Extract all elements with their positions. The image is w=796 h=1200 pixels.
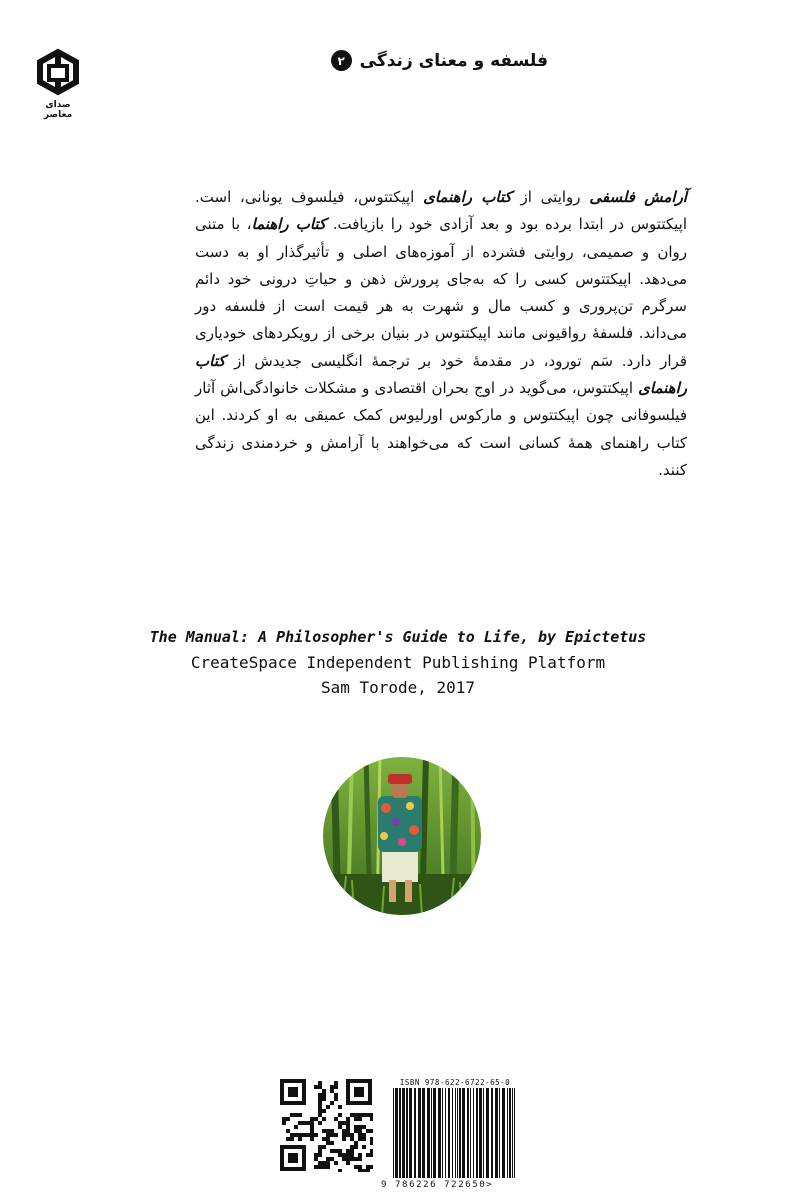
man-in-bamboo-forest-illustration: [322, 756, 482, 916]
publisher-name-line2: معاصر: [43, 110, 73, 120]
original-author-year: Sam Torode, 2017: [320, 678, 476, 697]
barcode-bars: [391, 1088, 519, 1180]
blurb-book-title: کتاب راهنمای: [423, 188, 512, 206]
publisher-logo-icon: [34, 44, 82, 96]
original-title: The Manual: A Philosopher's Guide to Life, by Epictetus: [149, 628, 647, 646]
blurb-text: اپیکتتوس، فیلسوف یونانی، است. اپیکتتوس در ابتدا برده بود و بعد آزادی خود را بازیافت.: [195, 188, 688, 234]
qr-code: [279, 1078, 373, 1172]
blurb-book-title: کتاب راهنمای: [195, 351, 687, 398]
series-heading: [331, 50, 548, 71]
barcode-number: 9 786226 722650: [381, 1180, 487, 1190]
blurb-paragraph: [195, 184, 687, 484]
isbn-barcode: [381, 1078, 519, 1190]
series-number-badge: ۲: [331, 50, 352, 71]
original-publisher: CreateSpace Independent Publishing Platform: [190, 653, 606, 672]
isbn-text: ISBN 978-622-6722-65-0: [399, 1078, 511, 1087]
series-title: فلسفه و معنای زندگی: [359, 50, 548, 71]
blurb-text: ، با متنی روان و صمیمی، روایتی فشرده از آموزه‌های اصلی و تأثیرگذار او به دست می‌دهد. اپیکتتوس کسی را که به‌جای پرورش ذهن و حیاتِ درونی خود دائم سرگرم تن‌پروری و کسب مال و شهرت به هر قیمت است از فلسفه دور می‌داند. فلسفهٔ رواقیونی مانند اپیکتتوس در بنیان برخی از رویکردهای خودیاری قرار دارد. سَم تورود، در مقدمهٔ خود بر ترجمهٔ انگلیسی جدیدش از: [195, 215, 687, 370]
blurb-text: اپیکتتوس، می‌گوید در اوج بحران اقتصادی و مشکلات خانوادگی‌اش آثار فیلسوفانی چون اپیکتتوس و مارکوس اورلیوس کمک عمیقی به او کردند. این کتاب راهنمای همهٔ کسانی است که می‌خواهند با آرامش و خردمندی زندگی کنند.: [195, 379, 687, 479]
blurb-text: روایتی از: [511, 188, 590, 206]
back-cover-blurb: [195, 184, 687, 484]
blurb-book-title: آرامش فلسفی: [589, 188, 687, 206]
barcode-arrow: >: [486, 1180, 494, 1190]
blurb-book-title: کتاب راهنما: [251, 215, 327, 234]
publisher-name-line1: صدای: [45, 100, 71, 110]
original-edition-credits: [0, 624, 796, 700]
